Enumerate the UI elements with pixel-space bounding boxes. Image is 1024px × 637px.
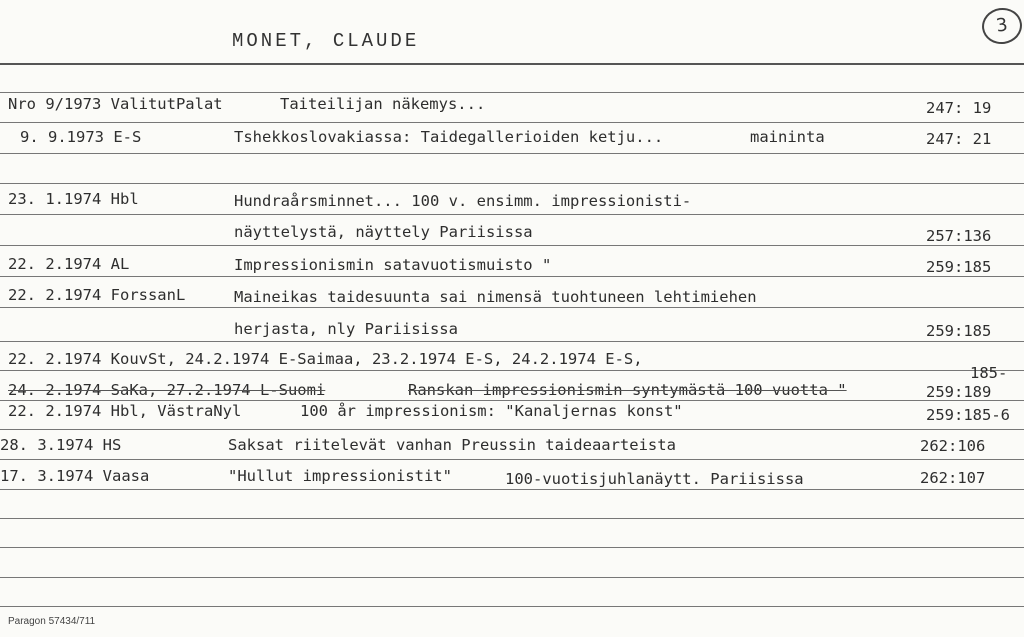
entry-headline: Ranskan impressionismin syntymästä 100 vuotta " (408, 381, 847, 399)
entry-date-source: 23. 1.1974 Hbl (8, 190, 139, 208)
rule-line (0, 307, 1024, 308)
rule-line (0, 183, 1024, 184)
entry-date-source: 22. 2.1974 ForssanL (8, 286, 186, 304)
rule-line (0, 577, 1024, 578)
rule-line (0, 518, 1024, 519)
card-title: MONET, CLAUDE (232, 30, 420, 52)
rule-line (0, 370, 1024, 371)
rule-line (0, 153, 1024, 154)
rule-line (0, 122, 1024, 123)
card-footer-print: Paragon 57434/711 (8, 616, 96, 627)
entry-date-source: 22. 2.1974 AL (8, 255, 130, 273)
entry-date-source: 17. 3.1974 Vaasa (0, 467, 150, 485)
entry-note: 100-vuotisjuhlanäytt. Pariisissa (505, 470, 804, 488)
entry-headline-continued: herjasta, nly Pariisissa (234, 320, 458, 338)
entry-headline: "Hullut impressionistit" (228, 467, 452, 485)
entry-reference: 247: 21 (926, 130, 992, 148)
page-number-badge: 3 (980, 5, 1024, 46)
rule-line (0, 400, 1024, 401)
entry-headline: 100 år impressionism: "Kanaljernas konst" (300, 402, 683, 420)
rule-line (0, 276, 1024, 277)
entry-headline: Tshekkoslovakiassa: Taidegallerioiden ketju... (234, 128, 664, 146)
entry-reference: 259:185 (926, 258, 992, 276)
entry-headline: Hundraårsminnet... 100 v. ensimm. impressionisti- (234, 192, 692, 210)
entry-reference: 259:185-6 (926, 406, 1010, 424)
entry-note: maininta (750, 128, 825, 146)
entry-reference: 262:107 (920, 469, 986, 487)
entry-headline: Saksat riitelevät vanhan Preussin taideaarteista (228, 436, 676, 454)
entry-sources-line: 22. 2.1974 KouvSt, 24.2.1974 E-Saimaa, 23.2.1974 E-S, 24.2.1974 E-S, (8, 350, 643, 368)
entry-date-source: Nro 9/1973 ValitutPalat (8, 95, 223, 113)
entry-reference: 257:136 (926, 227, 992, 245)
rule-line (0, 489, 1024, 490)
rule-line (0, 459, 1024, 460)
rule-line (0, 214, 1024, 215)
entry-reference: 185- (970, 364, 1008, 382)
rule-line (0, 341, 1024, 342)
rule-line (0, 245, 1024, 246)
entry-date-source: 9. 9.1973 E-S (20, 128, 142, 146)
rule-line (0, 63, 1024, 65)
entry-date-source: 24. 2.1974 SaKa, 27.2.1974 L-Suomi (8, 381, 326, 399)
entry-headline: Maineikas taidesuunta sai nimensä tuohtuneen lehtimiehen (234, 288, 757, 306)
entry-reference: 259:189 (926, 383, 992, 401)
entry-headline: Taiteilijan näkemys... (280, 95, 486, 113)
rule-line (0, 429, 1024, 430)
entry-reference: 262:106 (920, 437, 986, 455)
entry-reference: 259:185 (926, 322, 992, 340)
rule-line (0, 606, 1024, 607)
entry-headline-continued: näyttelystä, näyttely Pariisissa (234, 223, 533, 241)
entry-reference: 247: 19 (926, 99, 992, 117)
entry-headline: Impressionismin satavuotismuisto " (234, 256, 552, 274)
entry-date-source: 22. 2.1974 Hbl, VästraNyl (8, 402, 242, 420)
entry-date-source: 28. 3.1974 HS (0, 436, 122, 454)
rule-line (0, 92, 1024, 93)
rule-line (0, 547, 1024, 548)
